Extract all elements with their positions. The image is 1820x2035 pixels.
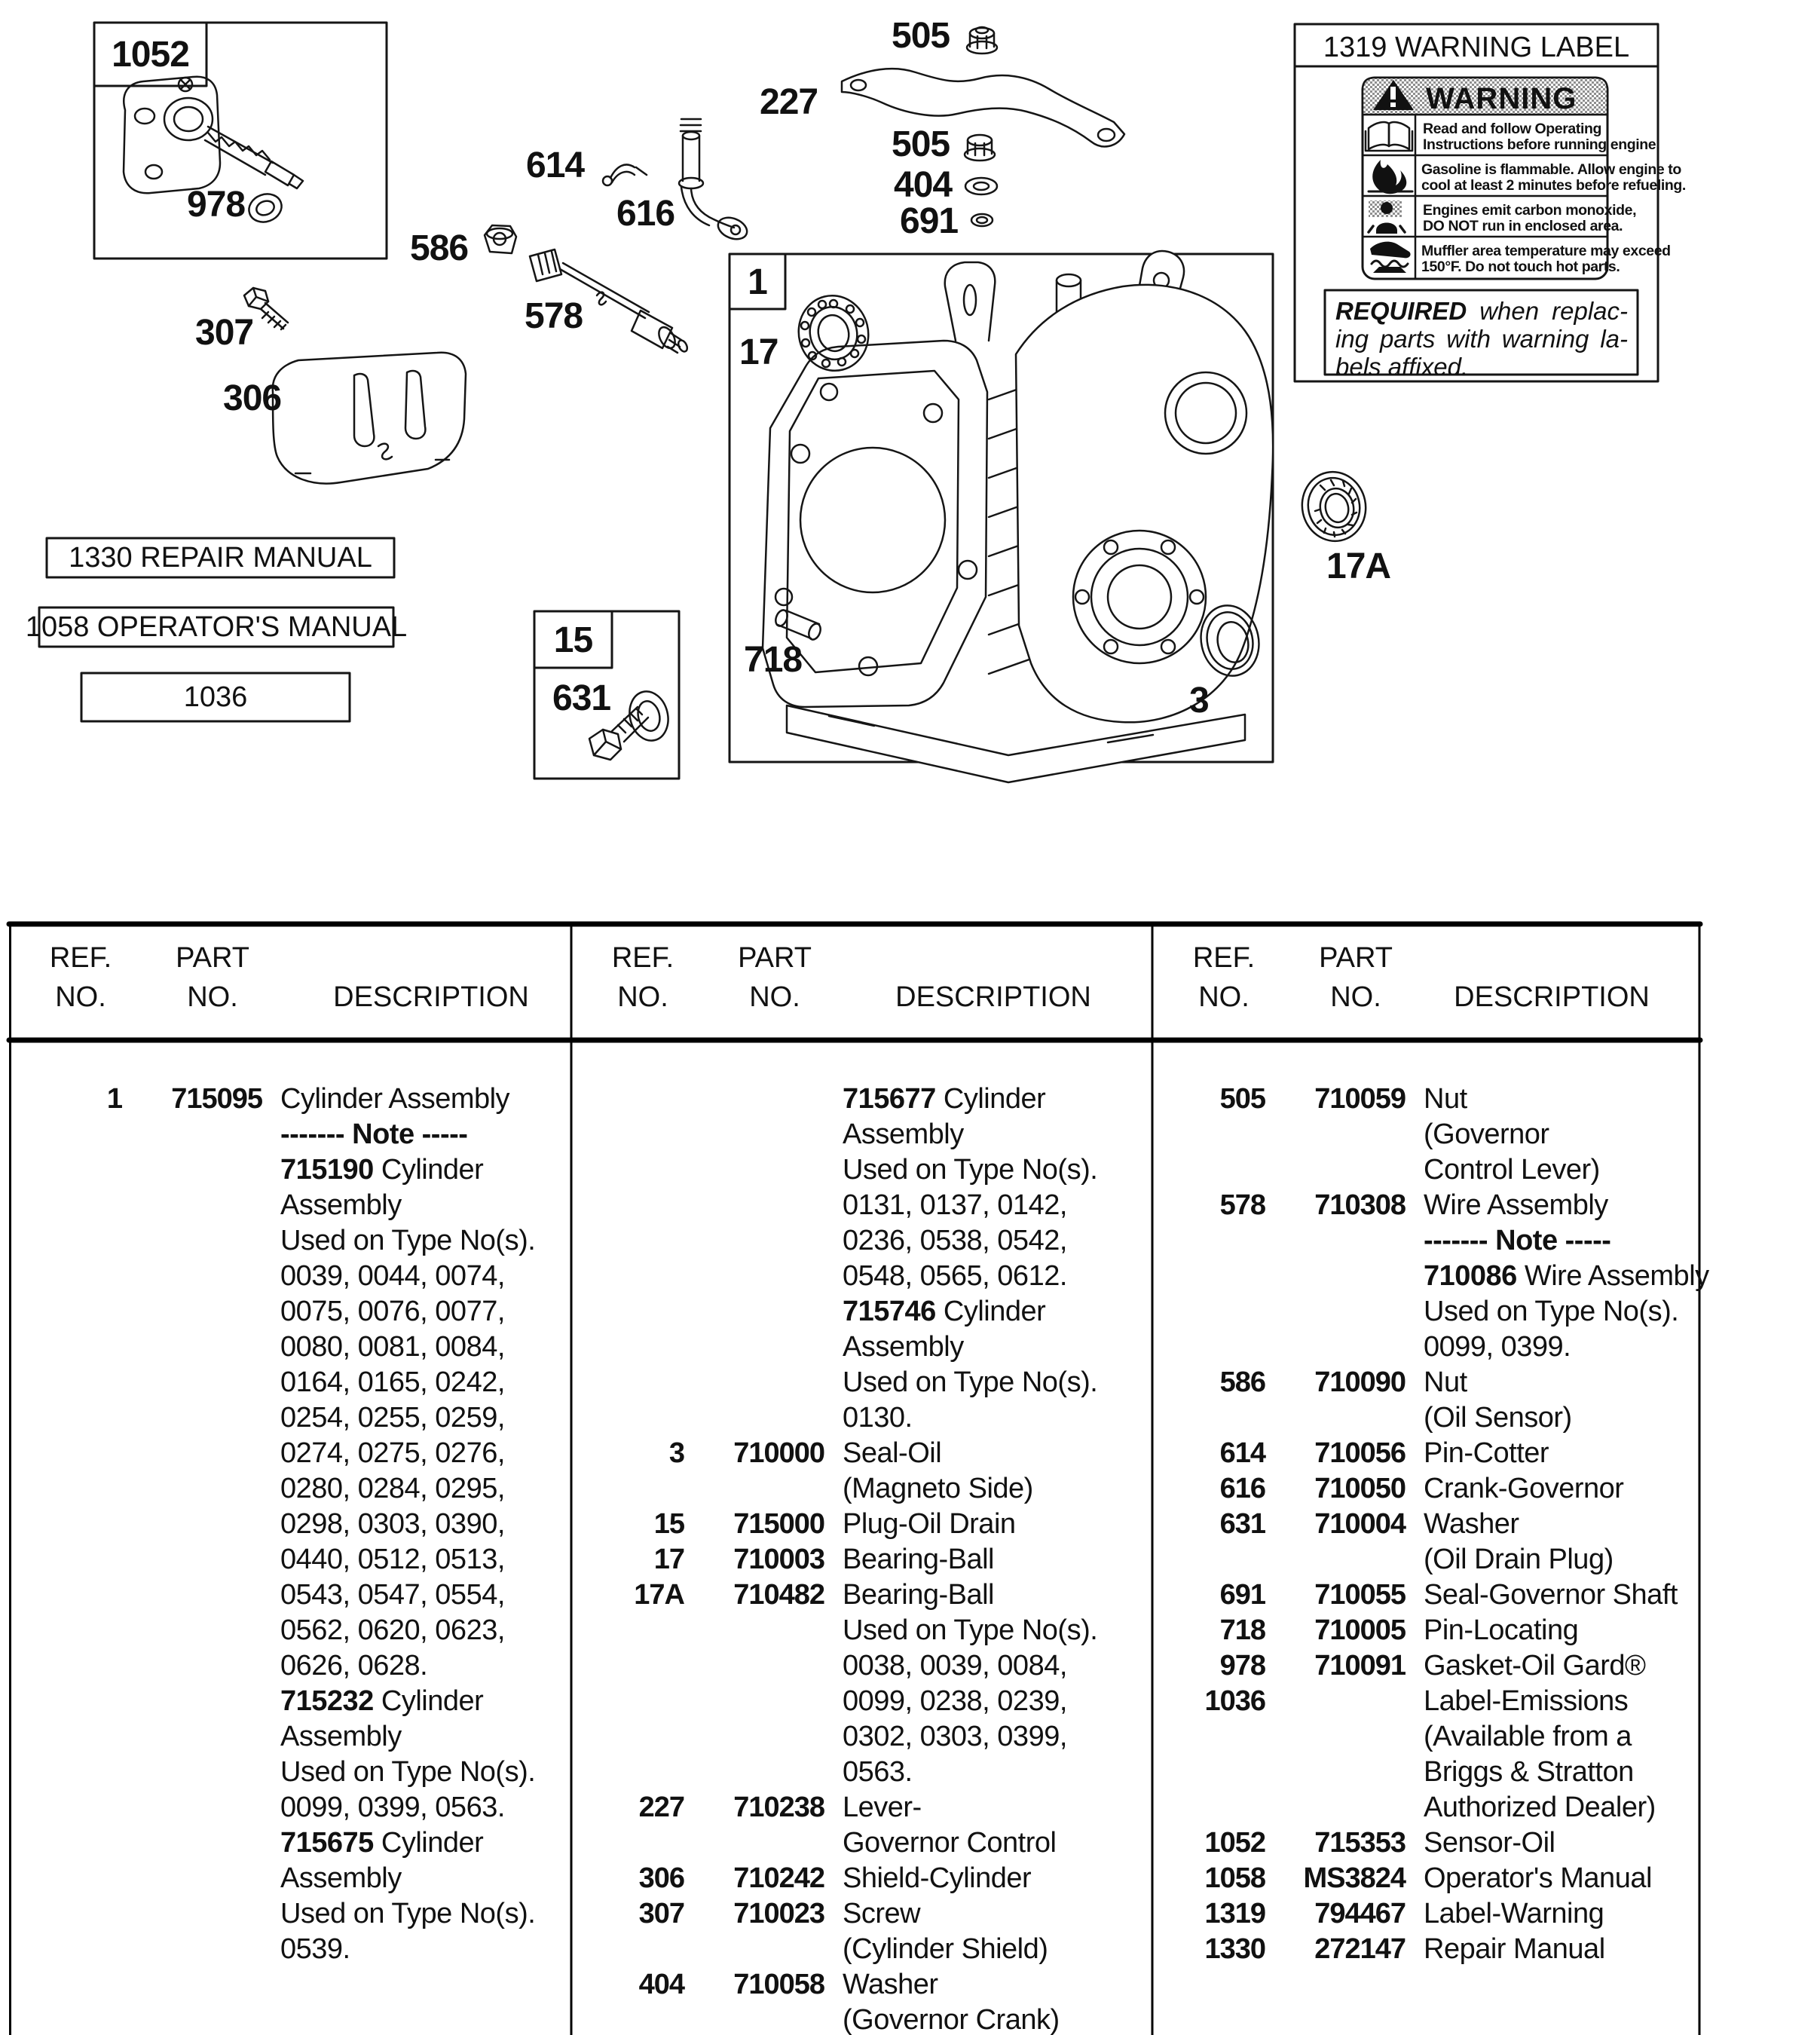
col1-ref-no-header: NO.: [55, 981, 106, 1013]
parts-table-row: [9, 1543, 570, 1578]
parts-table-row: [571, 1082, 1132, 1118]
ref-no: 614: [1219, 1437, 1265, 1469]
description: Shield-Cylinder: [843, 1862, 1032, 1894]
part-no: 794467: [1314, 1898, 1406, 1929]
description: Operator's Manual: [1424, 1862, 1652, 1894]
bearing-ball-17a-drawing: [1295, 466, 1372, 546]
crank-governor-drawing: [679, 119, 750, 243]
parts-table-row: [1152, 1082, 1713, 1118]
parts-table-row: [1152, 1366, 1713, 1401]
description: Used on Type No(s).: [280, 1756, 536, 1788]
description: Used on Type No(s).: [280, 1225, 536, 1256]
parts-table-row: [9, 1259, 570, 1295]
parts-table-row: [9, 1366, 570, 1401]
parts-table-row: [1152, 1826, 1713, 1862]
cylinder-shield-drawing: [273, 353, 466, 484]
description: Washer: [1424, 1508, 1519, 1540]
parts-table-row: [1152, 1507, 1713, 1543]
parts-table-row: [1152, 1224, 1713, 1259]
description: 710086 Wire Assembly: [1424, 1260, 1709, 1292]
description: Governor Control: [843, 1827, 1057, 1859]
carbon-monoxide-icon: [1369, 200, 1405, 234]
ref-no: 978: [1219, 1650, 1265, 1682]
description: Assembly: [843, 1118, 964, 1150]
callout-505-upper: 505: [892, 16, 950, 56]
parts-table-row: [1152, 1330, 1713, 1366]
ref-no: 616: [1219, 1473, 1265, 1504]
description: 0075, 0076, 0077,: [280, 1296, 505, 1327]
parts-table-row: [9, 1791, 570, 1826]
governor-nut-washer-drawings: [965, 27, 997, 226]
part-no: 710055: [1314, 1579, 1406, 1611]
parts-table-row: [571, 1507, 1132, 1543]
parts-table-row: [1152, 1118, 1713, 1153]
part-no: 715095: [171, 1083, 262, 1115]
description: 0099, 0399, 0563.: [280, 1792, 505, 1823]
description: Used on Type No(s).: [843, 1614, 1098, 1646]
parts-table-row: [1152, 1578, 1713, 1614]
parts-table-row: [1152, 1472, 1713, 1507]
description: ------- Note -----: [280, 1118, 468, 1150]
parts-table-row: [571, 1118, 1132, 1153]
parts-table-row: [571, 1862, 1132, 1897]
col3-ref-no-header: NO.: [1198, 981, 1250, 1013]
parts-table-row: [1152, 1614, 1713, 1649]
description: 715190 Cylinder: [280, 1154, 484, 1186]
operators-manual-box: 1058 OPERATOR'S MANUAL: [25, 610, 408, 643]
callout-307: 307: [195, 313, 254, 353]
parts-table-row: [1152, 1649, 1713, 1685]
ref-no: 17: [653, 1544, 684, 1575]
parts-table-row: [9, 1189, 570, 1224]
description: Repair Manual: [1424, 1933, 1605, 1965]
description: Plug-Oil Drain: [843, 1508, 1016, 1540]
description: Assembly: [280, 1862, 402, 1894]
description: 0543, 0547, 0554,: [280, 1579, 505, 1611]
parts-table-row: [571, 2003, 1132, 2035]
description: 0274, 0275, 0276,: [280, 1437, 505, 1469]
parts-table-row: [1152, 1897, 1713, 1932]
part-no: MS3824: [1303, 1862, 1406, 1894]
callout-1: 1: [748, 262, 767, 302]
part-no: 710482: [733, 1579, 824, 1611]
parts-table-row: [9, 1082, 570, 1118]
parts-table-row: [571, 1189, 1132, 1224]
callout-404: 404: [894, 165, 953, 205]
parts-table-row: [9, 1578, 570, 1614]
repair-manual-box: 1330 REPAIR MANUAL: [69, 541, 372, 574]
description: Nut: [1424, 1366, 1467, 1398]
description: Used on Type No(s).: [843, 1366, 1098, 1398]
parts-table-row: [571, 1295, 1132, 1330]
description: Gasket-Oil Gard®: [1424, 1650, 1646, 1682]
callout-718: 718: [744, 640, 803, 680]
parts-table-row: [9, 1330, 570, 1366]
parts-table-row: [1152, 1295, 1713, 1330]
parts-table-column-1: [9, 1082, 570, 1968]
parts-table-column-3: [1152, 1082, 1713, 1968]
description: Briggs & Stratton: [1424, 1756, 1634, 1788]
description: Sensor-Oil: [1424, 1827, 1555, 1859]
col1-ref-header: REF.: [49, 942, 112, 974]
description: 0302, 0303, 0399,: [843, 1721, 1067, 1752]
parts-table-row: [9, 1118, 570, 1153]
description: 715232 Cylinder: [280, 1685, 484, 1717]
description: 715677 Cylinder: [843, 1083, 1046, 1115]
flame-icon: [1369, 160, 1412, 194]
parts-table-column-2: [571, 1082, 1132, 2035]
description: Used on Type No(s).: [843, 1154, 1098, 1186]
col3-ref-header: REF.: [1192, 942, 1256, 974]
description: Nut: [1424, 1083, 1467, 1115]
warning-row-muffler: Muffler area temperature may exceed 150°F. Do not touch hot parts.: [1421, 243, 1671, 275]
ref-no: 1036: [1204, 1685, 1265, 1717]
col3-part-header: PART: [1319, 942, 1393, 974]
parts-table-row: [571, 1437, 1132, 1472]
warning-panel-title: 1319 WARNING LABEL: [1323, 32, 1630, 63]
description: Used on Type No(s).: [280, 1898, 536, 1929]
parts-table-row: [9, 1862, 570, 1897]
description: Wire Assembly: [1424, 1189, 1608, 1221]
part-no: 710058: [733, 1969, 824, 2000]
description: 0548, 0565, 0612.: [843, 1260, 1067, 1292]
callout-17a: 17A: [1326, 546, 1391, 586]
parts-table-row: [9, 1153, 570, 1189]
description: 0563.: [843, 1756, 913, 1788]
callout-227: 227: [760, 82, 818, 122]
description: 0280, 0284, 0295,: [280, 1473, 505, 1504]
parts-table-row: [571, 1259, 1132, 1295]
parts-table-row: [1152, 1153, 1713, 1189]
description: (Cylinder Shield): [843, 1933, 1048, 1965]
ref-no: 1052: [1204, 1827, 1265, 1859]
description: Pin-Locating: [1424, 1614, 1579, 1646]
parts-table-row: [9, 1472, 570, 1507]
parts-table-row: [571, 1791, 1132, 1826]
description: 0626, 0628.: [280, 1650, 428, 1682]
parts-table-row: [1152, 1437, 1713, 1472]
callout-3: 3: [1189, 681, 1209, 721]
description: 0038, 0039, 0084,: [843, 1650, 1067, 1682]
ref-no: 404: [638, 1969, 684, 2000]
callout-306: 306: [223, 378, 282, 418]
callout-616: 616: [616, 194, 675, 234]
description: Control Lever): [1424, 1154, 1600, 1186]
ref-no: 1330: [1204, 1933, 1265, 1965]
parts-table-row: [1152, 1932, 1713, 1968]
description: 715746 Cylinder: [843, 1296, 1046, 1327]
parts-table-row: [9, 1685, 570, 1720]
callout-586: 586: [410, 228, 469, 268]
parts-table-row: [9, 1401, 570, 1437]
description: Screw: [843, 1898, 921, 1929]
callout-978: 978: [187, 185, 246, 225]
description: 0562, 0620, 0623,: [280, 1614, 505, 1646]
part-no: 710308: [1314, 1189, 1406, 1221]
callout-631: 631: [552, 678, 611, 718]
description: 0080, 0081, 0084,: [280, 1331, 505, 1363]
callout-614: 614: [526, 145, 585, 185]
ref-no: 691: [1219, 1579, 1265, 1611]
book-icon: [1366, 122, 1412, 151]
col3-part-no-header: NO.: [1330, 981, 1381, 1013]
col1-part-no-header: NO.: [187, 981, 238, 1013]
part-no: 710023: [733, 1898, 824, 1929]
description: (Governor: [1424, 1118, 1549, 1150]
parts-table-row: [571, 1401, 1132, 1437]
ref-no: 307: [638, 1898, 684, 1929]
ref-no: 3: [668, 1437, 684, 1469]
description: 0298, 0303, 0390,: [280, 1508, 505, 1540]
parts-table-row: [571, 1614, 1132, 1649]
parts-table-row: [571, 1897, 1132, 1932]
description: 0039, 0044, 0074,: [280, 1260, 505, 1292]
col1-part-header: PART: [176, 942, 249, 974]
parts-table-row: [9, 1897, 570, 1932]
parts-table-row: [571, 1330, 1132, 1366]
col2-part-no-header: NO.: [749, 981, 800, 1013]
description: (Magneto Side): [843, 1473, 1033, 1504]
parts-table-row: [571, 1968, 1132, 2003]
description: Used on Type No(s).: [1424, 1296, 1679, 1327]
ref-no: 631: [1219, 1508, 1265, 1540]
col1-description-header: DESCRIPTION: [333, 981, 529, 1013]
ref-no: 1: [106, 1083, 122, 1115]
description: 0131, 0137, 0142,: [843, 1189, 1067, 1221]
parts-table-row: [9, 1932, 570, 1968]
parts-table-row: [9, 1295, 570, 1330]
description: Label-Emissions: [1424, 1685, 1629, 1717]
parts-table-row: [1152, 1401, 1713, 1437]
part-no: 710238: [733, 1792, 824, 1823]
parts-table-row: [571, 1649, 1132, 1685]
description: 0539.: [280, 1933, 350, 1965]
part-no: 710242: [733, 1862, 824, 1894]
parts-table-row: [571, 1366, 1132, 1401]
ref-no: 17A: [634, 1579, 684, 1611]
parts-table-row: [1152, 1791, 1713, 1826]
part-no: 715000: [733, 1508, 824, 1540]
parts-table-row: [571, 1826, 1132, 1862]
parts-table-row: [1152, 1543, 1713, 1578]
col3-description-header: DESCRIPTION: [1454, 981, 1650, 1013]
warning-header-word: WARNING: [1426, 82, 1577, 115]
ref-no: 718: [1219, 1614, 1265, 1646]
description: Assembly: [280, 1721, 402, 1752]
parts-table-row: [571, 1472, 1132, 1507]
ref-no: 586: [1219, 1366, 1265, 1398]
ref-no: 578: [1219, 1189, 1265, 1221]
part-no: 710059: [1314, 1083, 1406, 1115]
description: Seal-Oil: [843, 1437, 942, 1469]
parts-table-row: [1152, 1755, 1713, 1791]
description: 0254, 0255, 0259,: [280, 1402, 505, 1434]
description: (Governor Crank): [843, 2004, 1060, 2035]
description: 0164, 0165, 0242,: [280, 1366, 505, 1398]
callout-691: 691: [900, 201, 959, 241]
emissions-label-box: 1036: [183, 681, 248, 713]
description: 0130.: [843, 1402, 913, 1434]
ref-no: 306: [638, 1862, 684, 1894]
callout-17: 17: [739, 332, 778, 372]
parts-table-row: [571, 1932, 1132, 1968]
description: Authorized Dealer): [1424, 1792, 1656, 1823]
description: Cylinder Assembly: [280, 1083, 510, 1115]
cotter-pin-drawing: [603, 164, 647, 185]
warning-row-carbon-monoxide: Engines emit carbon monoxide, DO NOT run in enclosed area.: [1423, 202, 1637, 234]
ref-no: 505: [1219, 1083, 1265, 1115]
parts-table-row: [9, 1614, 570, 1649]
description: 715675 Cylinder: [280, 1827, 484, 1859]
part-no: 710003: [733, 1544, 824, 1575]
parts-table-row: [571, 1543, 1132, 1578]
description: 0236, 0538, 0542,: [843, 1225, 1067, 1256]
ref-no: 1319: [1204, 1898, 1265, 1929]
description: Assembly: [843, 1331, 964, 1363]
parts-table-row: [571, 1153, 1132, 1189]
warning-row-read-instructions: Read and follow Operating Instructions before running engine.: [1423, 121, 1660, 153]
description: 0440, 0512, 0513,: [280, 1544, 505, 1575]
callout-578: 578: [525, 296, 583, 336]
description: (Oil Drain Plug): [1424, 1544, 1614, 1575]
description: 0099, 0238, 0239,: [843, 1685, 1067, 1717]
part-no: 710000: [733, 1437, 824, 1469]
col2-ref-no-header: NO.: [617, 981, 668, 1013]
parts-table-row: [9, 1224, 570, 1259]
description: ------- Note -----: [1424, 1225, 1611, 1256]
parts-table-row: [571, 1224, 1132, 1259]
description: Bearing-Ball: [843, 1544, 994, 1575]
callout-15: 15: [553, 620, 593, 660]
callout-1052: 1052: [112, 35, 189, 75]
parts-table-row: [9, 1755, 570, 1791]
parts-table-row: [1152, 1189, 1713, 1224]
parts-table-row: [1152, 1259, 1713, 1295]
description: Washer: [843, 1969, 938, 2000]
parts-table-row: [9, 1437, 570, 1472]
warning-row-gasoline: Gasoline is flammable. Allow engine to cool at least 2 minutes before refueling.: [1421, 161, 1686, 194]
description: Lever-: [843, 1792, 922, 1823]
parts-table-row: [9, 1649, 570, 1685]
parts-table-row: [1152, 1685, 1713, 1720]
parts-table-row: [571, 1685, 1132, 1720]
part-no: 710091: [1314, 1650, 1406, 1682]
parts-table-row: [9, 1720, 570, 1755]
ref-no: 15: [653, 1508, 684, 1540]
parts-table-row: [9, 1826, 570, 1862]
col2-description-header: DESCRIPTION: [895, 981, 1091, 1013]
parts-table-row: [571, 1755, 1132, 1791]
description: 0099, 0399.: [1424, 1331, 1571, 1363]
ref-no: 227: [638, 1792, 684, 1823]
oil-sensor-nut-drawing: [485, 225, 516, 253]
description: Assembly: [280, 1189, 402, 1221]
col2-ref-header: REF.: [611, 942, 674, 974]
part-no: 715353: [1314, 1827, 1406, 1859]
parts-table-row: [1152, 1720, 1713, 1755]
description: (Available from a: [1424, 1721, 1632, 1752]
warning-required-note: REQUIRED when replac- ing parts with warning la- bels affixed.: [1335, 297, 1628, 381]
parts-table-row: [571, 1720, 1132, 1755]
parts-table-row: [9, 1507, 570, 1543]
callout-505-lower: 505: [892, 124, 950, 164]
description: Label-Warning: [1424, 1898, 1604, 1929]
part-no: 710005: [1314, 1614, 1406, 1646]
parts-table-row: [571, 1578, 1132, 1614]
part-no: 710050: [1314, 1473, 1406, 1504]
description: Seal-Governor Shaft: [1424, 1579, 1678, 1611]
hot-surface-icon: [1370, 242, 1411, 273]
part-no: 710056: [1314, 1437, 1406, 1469]
col2-part-header: PART: [738, 942, 812, 974]
description: Pin-Cotter: [1424, 1437, 1549, 1469]
description: Crank-Governor: [1424, 1473, 1624, 1504]
part-no: 710090: [1314, 1366, 1406, 1398]
part-no: 272147: [1314, 1933, 1406, 1965]
ref-no: 1058: [1204, 1862, 1265, 1894]
parts-table-row: [1152, 1862, 1713, 1897]
description: Bearing-Ball: [843, 1579, 994, 1611]
description: (Oil Sensor): [1424, 1402, 1572, 1434]
part-no: 710004: [1314, 1508, 1406, 1540]
